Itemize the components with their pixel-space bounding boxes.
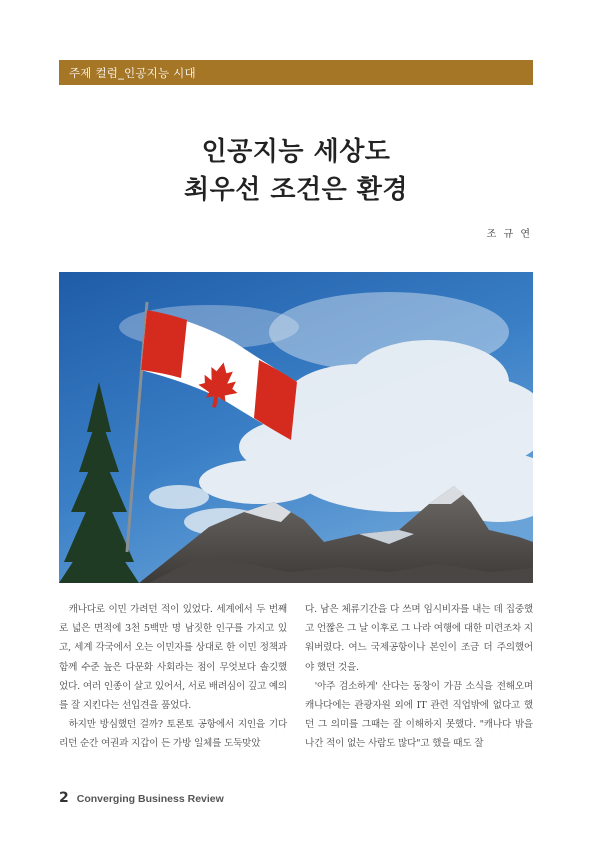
section-label: 주제 컬럼_인공지능 시대 (69, 65, 196, 80)
paragraph: 다. 남은 체류기간을 다 쓰며 임시비자를 내는 데 집중했고 언짢은 그 날 이후로 그 나라 여행에 대한 미련조차 지워버렸다. 여느 국제공항이나 본인이 조금 더 주의했어야 했던 것을. (305, 604, 533, 673)
journal-name: Converging Business Review (76, 793, 224, 805)
page-footer (59, 790, 224, 806)
body-column-right (305, 600, 533, 754)
title-line-2: 최우선 조건은 환경 (183, 175, 409, 205)
body-column-left (59, 600, 287, 754)
author-name: 조 규 연 (486, 229, 532, 240)
title-line-1: 인공지능 세상도 (201, 137, 391, 167)
paragraph: '아주 검소하게' 산다는 동창이 가끔 소식을 전해오며 캐나다에는 관광자원 외에 IT 관련 직업밖에 없다고 했던 그 의미를 그때는 잘 이해하지 못했다. "캐나다 밖을 나간 적이 없는 사람도 많다"고 했을 때도 잘 (305, 680, 533, 750)
section-header-bar (59, 60, 533, 85)
article-photo (59, 272, 533, 583)
paragraph: 하지만 방심했던 걸까? 토론토 공항에서 지인을 기다리던 순간 여권과 지갑이 든 가방 일체를 도둑맞았 (59, 719, 287, 750)
page-number: 2 (59, 790, 69, 806)
paragraph: 캐나다로 이민 가려던 적이 있었다. 세계에서 두 번째로 넓은 면적에 3천 5백만 명 남짓한 인구를 가지고 있고, 세계 각국에서 오는 이민자를 상대로 한 이민 정책과 함께 수준 높은 다문화 사회라는 점이 무엇보다 솔깃했었다. 여러 인종이 살고 있어서, 서로 배려심이 깊고 예의를 잘 지킨다는 선입견을 품었다. (59, 604, 287, 712)
article-title (59, 133, 533, 209)
